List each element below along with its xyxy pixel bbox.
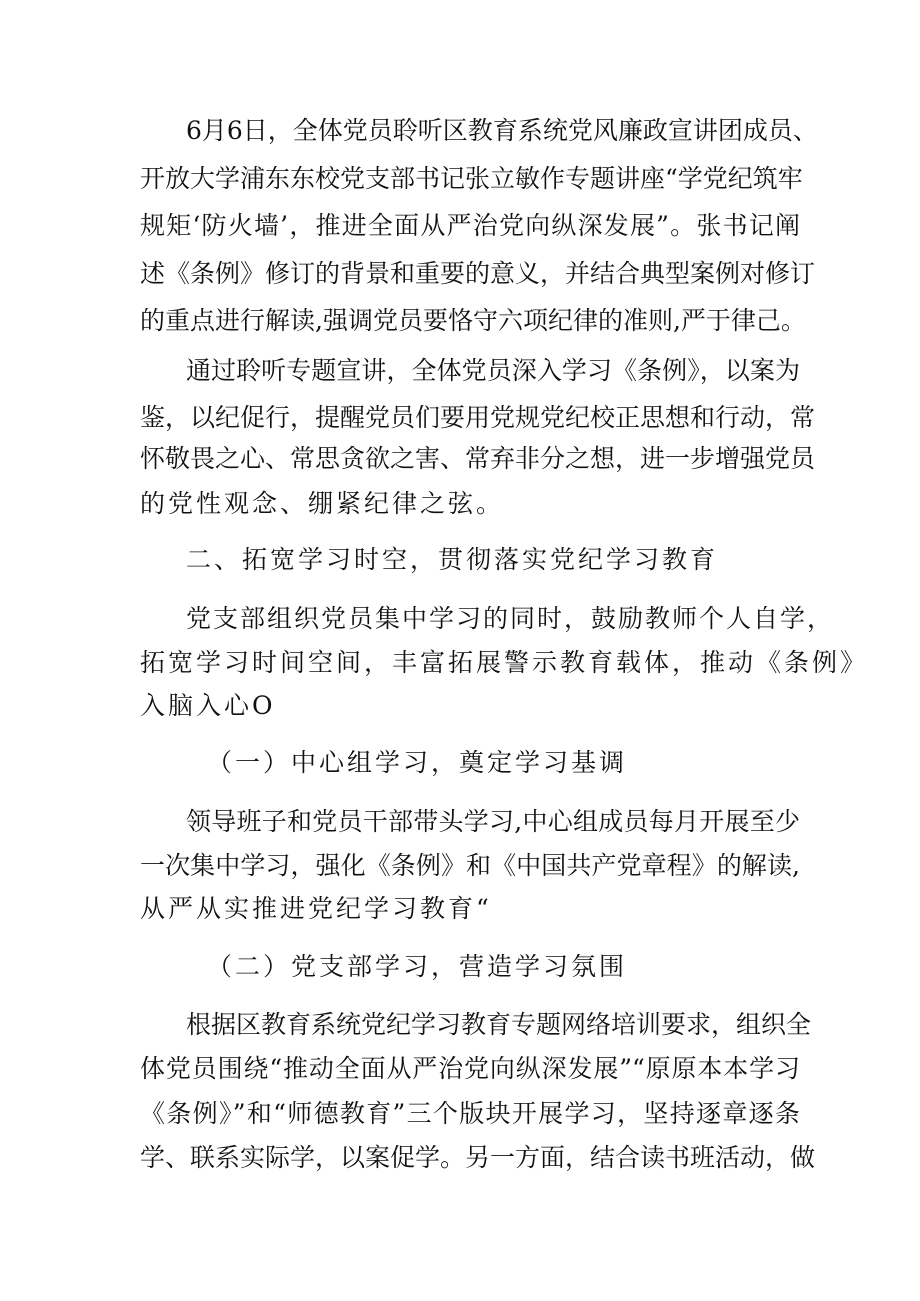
paragraph-3-line-2: 拓宽学习时间空间，丰富拓展警示教育载体，推动《条例》 — [140, 648, 869, 677]
paragraph-5-line-2: 体党员围绕“推动全面从严治党向纵深发展”“原原本本学习 — [140, 1054, 800, 1083]
paragraph-1-line-3: 规矩‘防火墙’，推进全面从严治党向纵深发展”。张书记阐 — [140, 211, 800, 240]
section-heading-2: 二、拓宽学习时空，贯彻落实党纪学习教育 — [186, 545, 719, 574]
paragraph-1-line-2: 开放大学浦东东校党支部书记张立敏作专题讲座“学党纪筑牢 — [140, 164, 803, 193]
paragraph-1-line-4: 述《条例》修订的背景和重要的意义，并结合典型案例对修订 — [140, 259, 816, 288]
subsection-heading-1: （一）中心组学习，奠定学习基调 — [207, 748, 628, 777]
paragraph-5-line-1: 根据区教育系统党纪学习教育专题网络培训要求，组织全 — [186, 1010, 812, 1039]
paragraph-4-line-3: 从严从实推进党纪学习教育“ — [140, 894, 492, 923]
paragraph-1-line-1: 6月6日，全体党员聆听区教育系统党风廉政宣讲团成员、 — [186, 116, 818, 145]
subsection-heading-2: （二）党支部学习，营造学习氛围 — [207, 952, 628, 981]
paragraph-5-line-3: 《条例》”和“师德教育”三个版块开展学习，坚持逐章逐条 — [140, 1099, 800, 1128]
paragraph-3-line-3: 入脑入心O — [140, 691, 276, 720]
paragraph-4-line-1: 领导班子和党员干部带头学习,中心组成员每月开展至少 — [186, 807, 800, 836]
paragraph-1-line-5: 的重点进行解读,强调党员要恪守六项纪律的准则,严于律己。 — [140, 306, 806, 335]
paragraph-2-line-4: 的党性观念、绷紧纪律之弦。 — [140, 489, 505, 518]
paragraph-4-line-2: 一次集中学习，强化《条例》和《中国共产党章程》的解读, — [140, 851, 800, 880]
paragraph-5-line-4: 学、联系实际学，以案促学。另一方面，结合读书班活动，做 — [140, 1143, 816, 1172]
paragraph-2-line-1: 通过聆听专题宣讲，全体党员深入学习《条例》，以案为 — [186, 356, 800, 385]
paragraph-3-line-1: 党支部组织党员集中学习的同时，鼓励教师个人自学， — [186, 604, 835, 633]
paragraph-2-line-2: 鉴，以纪促行，提醒党员们要用党规党纪校正思想和行动，常 — [140, 403, 816, 432]
paragraph-2-line-3: 怀敬畏之心、常思贪欲之害、常弃非分之想，进一步增强党员 — [140, 444, 816, 473]
